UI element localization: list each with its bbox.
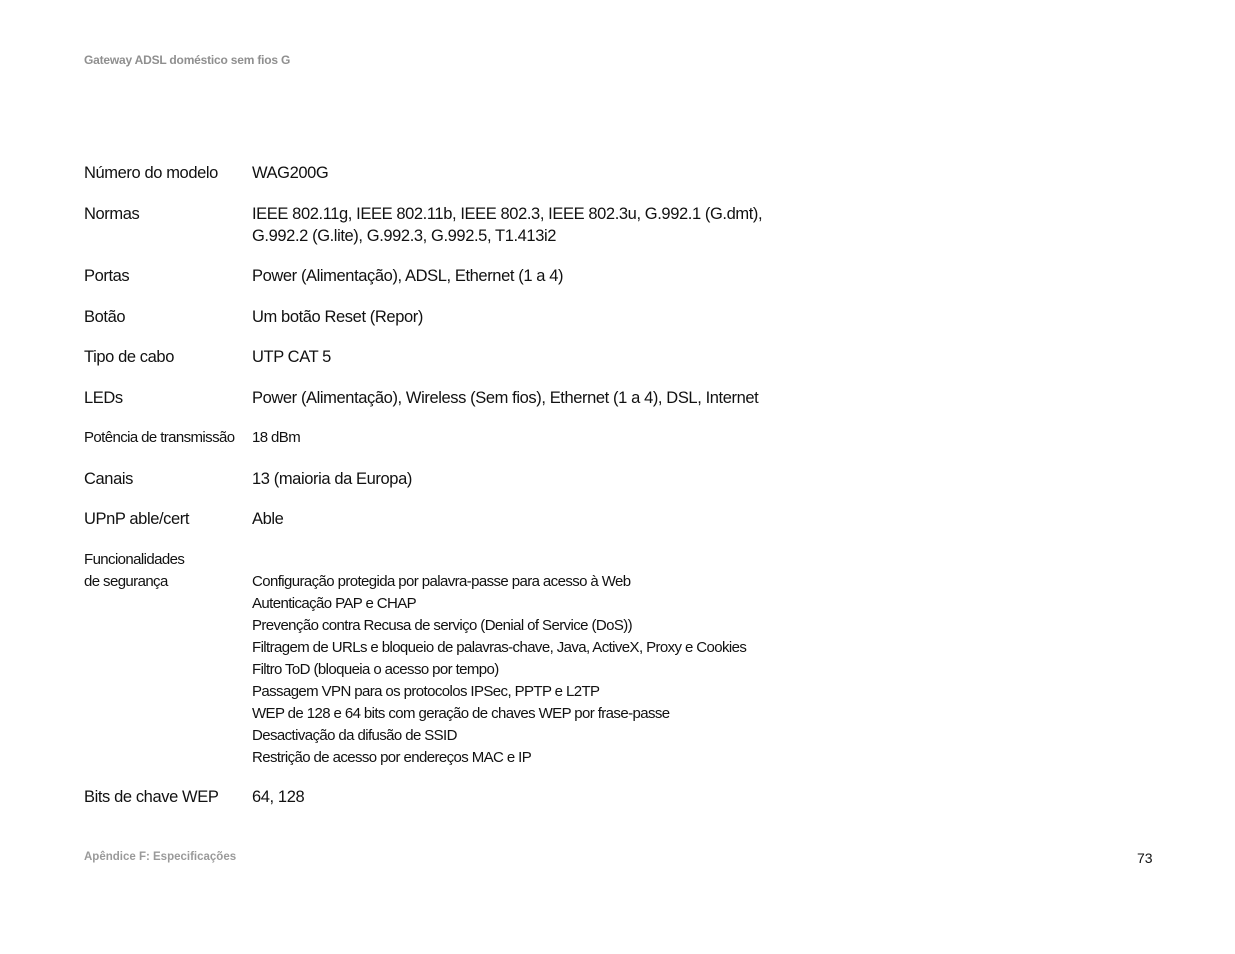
security-label	[84, 549, 184, 593]
cable-label: Tipo de cabo	[84, 348, 174, 366]
ports-value: Power (Alimentação), ADSL, Ethernet (1 a 4)	[252, 267, 564, 285]
page-number: 73	[1137, 850, 1153, 866]
button-value: Um botão Reset (Repor)	[252, 308, 423, 326]
security-line-1: Configuração protegida por palavra-passe para acesso à Web	[252, 573, 631, 590]
security-label-line-1: Funcionalidades	[84, 551, 185, 568]
security-line-3: Prevenção contra Recusa de serviço (Denial of Service (DoS))	[252, 617, 633, 634]
header-title: Gateway ADSL doméstico sem fios G	[84, 53, 291, 67]
tx-power-label: Potência de transmissão	[84, 429, 235, 446]
footer-section-title: Apêndice F: Especificações	[84, 851, 237, 863]
channels-value: 13 (maioria da Europa)	[252, 470, 412, 488]
standards-label: Normas	[84, 205, 140, 223]
security-line-8: Desactivação da difusão de SSID	[252, 727, 457, 744]
wep-bits-label: Bits de chave WEP	[84, 788, 219, 806]
upnp-value: Able	[252, 510, 284, 528]
standards-line-1: IEEE 802.11g, IEEE 802.11b, IEEE 802.3, IEEE 802.3u, G.992.1 (G.dmt),	[252, 205, 763, 223]
model-label: Número do modelo	[84, 164, 218, 182]
channels-label: Canais	[84, 470, 133, 488]
wep-bits-value: 64, 128	[252, 788, 305, 806]
leds-label: LEDs	[84, 389, 123, 407]
security-line-2: Autenticação PAP e CHAP	[252, 595, 417, 612]
security-label-line-2: de segurança	[84, 573, 168, 590]
security-line-6: Passagem VPN para os protocolos IPSec, PPTP e L2TP	[252, 683, 600, 700]
upnp-label: UPnP able/cert	[84, 510, 190, 528]
standards-line-2: G.992.2 (G.lite), G.992.3, G.992.5, T1.413i2	[252, 227, 557, 245]
security-value	[252, 571, 746, 769]
model-value: WAG200G	[252, 164, 329, 182]
tx-power-value: 18 dBm	[252, 429, 301, 446]
ports-label: Portas	[84, 267, 130, 285]
security-line-4: Filtragem de URLs e bloqueio de palavras-chave, Java, ActiveX, Proxy e Cookies	[252, 639, 747, 656]
security-line-9: Restrição de acesso por endereços MAC e IP	[252, 749, 532, 766]
cable-value: UTP CAT 5	[252, 348, 331, 366]
standards-value	[252, 203, 762, 247]
leds-value: Power (Alimentação), Wireless (Sem fios), Ethernet (1 a 4), DSL, Internet	[252, 389, 759, 407]
security-line-7: WEP de 128 e 64 bits com geração de chaves WEP por frase-passe	[252, 705, 670, 722]
button-label: Botão	[84, 308, 126, 326]
security-line-5: Filtro ToD (bloqueia o acesso por tempo)	[252, 661, 499, 678]
